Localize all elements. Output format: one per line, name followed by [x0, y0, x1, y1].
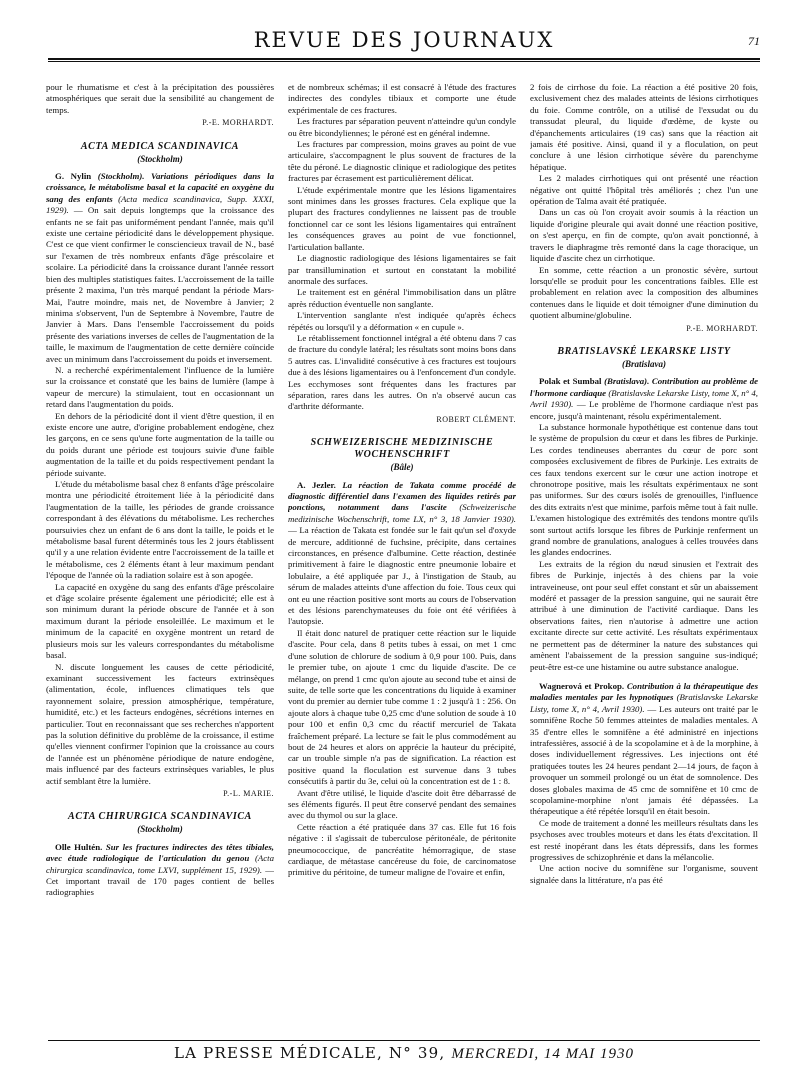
article-text: — La réaction de Takata est fondée sur le fait qu'un sel d'oxyde de mercure, additionné de fuchsine, précipite, dans certaines circonstances, en présence d'albumine. Cette réaction, destinée primitivement à faire le diagnostic entre pneumonie lobaire et lobulaire, a été appliquée par J., à l'instigation de Staub, au sérum de malades atteints d'une affection du foie. Tous ceux qui ont eu une réaction positive sont morts au cours de l'observation et des lésions parenchymateuses du foie ont été vérifiées à l'autopsie.	[288, 525, 516, 627]
article-author: A. Jezler.	[297, 479, 336, 490]
paragraph: L'étude du métabolisme basal chez 8 enfants d'âge préscolaire montra une périodicité étroitement liée à la périodicité dans l'augmentation de la taille, les périodes de grande croissance correspondant à des élévations du métabolisme. Les recherches poursuivies chez un enfant de 6 ans dont la taille, le poids et le métabolisme basal furent déterminés tous les 2 jours établissent qu'il y a une relation évidente entre l'accroissement de la taille et le métabolisme, ces 2 éléments étant à leur maximum pendant l'époque de l'année où la radiation solaire est à son apogée.	[46, 479, 274, 581]
paragraph: Les fractures par compression, moins graves au point de vue articulaire, s'accompagnent le plus souvent de fractures de la tête du péroné. Le diagnostic clinique et radiologique des petites fractures par écrasement est particulièrement délicat.	[288, 139, 516, 184]
journal-city: (Bratislava)	[622, 358, 666, 369]
journal-city: (Stockholm)	[137, 824, 183, 835]
publication-name: LA PRESSE MÉDICALE, N° 39,	[174, 1044, 446, 1062]
journal-city: (Bâle)	[390, 462, 414, 473]
paragraph: Dans un cas où l'on croyait avoir soumis à la réaction un liquide d'origine pleurale qui avait donné une réaction positive, on s'est aperçu, en fin de compte, qu'on avait ponctionné, à travers le diaphragme très remonté dans la cage thoracique, un liquide d'ascite chez un cirrhotique.	[530, 207, 758, 264]
article-author: Wagnerová et Prokop.	[539, 680, 625, 691]
article-text: — Cet important travail de 170 pages contient de belles radiographies	[46, 864, 274, 898]
article-paragraph	[46, 842, 274, 899]
paragraph: Le rétablissement fonctionnel intégral a été obtenu dans 7 cas de fracture du condyle latéral; les résultats sont moins bons dans 5 autres cas. L'invalidité consécutive à ces fractures est toujours due à des lésions ligamentaires ou à l'enfoncement d'un condyle. Les ecchymoses sont fréquentes dans les fractures par séparation, rares dans les autres. On n'a observé aucun cas d'arthrite déformante.	[288, 332, 516, 412]
article-text: — Le problème de l'hormone cardiaque n'est pas encore, jusqu'à maintenant, résolu expérimentalement.	[530, 399, 758, 421]
article-reference: (Acta medica scandinavica, Supp. XXXI, 1929).	[46, 193, 274, 216]
paragraph: Les fractures par séparation peuvent n'atteindre qu'un condyle ou être bicondyliennes; le péroné est en général indemne.	[288, 116, 516, 138]
paragraph: Il était donc naturel de pratiquer cette réaction sur le liquide d'ascite. Pour cela, dans 8 petits tubes à essai, on met 1 cmc d'une solution de chlorure de sodium à 0,9 pour 100. Puis, dans le premier tube, on ajoute 1 cmc du liquide d'ascite. De ce mélange, on prend 1 cmc qu'on ajoute au second tube et ainsi de suite, de telle sorte que les concentrations du liquide à examiner vont du premier au dernier tube comme 1 : 2 jusqu'à 1 : 256. On ajoute alors à chaque tube 0,25 cmc d'une solution de soude à 10 pour 100 et enfin 0,3 cmc du réactif mercuriel de Takata fraîchement préparé. La lecture se fait le plus commodément au bout de 24 heures et alors on apprécie la hauteur du précipité, car un trouble simple n'a pas de signification. La réaction est positive quand la floculation est survenue dans 3 tubes consécutifs à partir du 3e, celui où la concentration est de 1 : 8.	[288, 627, 516, 787]
journal-heading: ACTA CHIRURGICA SCANDINAVICA	[68, 811, 252, 823]
paragraph: Les extraits de la région du nœud sinusien et l'extrait des fibres de Purkinje, injectés à des chiens par la voie intraveineuse, ont pour seul effet constant et sûr un abaissement modéré et passager de la pression sanguine, qui ne saurait être attribué à une diminution de l'activité cardiaque. Dans les observations faites, rien n'autorise à admettre une action excitante directe sur cette activité. Les résultats expérimentaux ne permettent pas de déterminer la nature des substances qui amènent l'abaissement de la pression sanguine sus-indiqué; peut-être est-ce une histamine ou autre substance analogue.	[530, 558, 758, 672]
paragraph: Le traitement est en général l'immobilisation dans un plâtre après réduction éventuelle non sanglante.	[288, 287, 516, 309]
paragraph: Le diagnostic radiologique des lésions ligamentaires se fait par transillumination et surtout en constatant la mobilité anormale des surfaces.	[288, 253, 516, 286]
journal-heading: BRATISLAVSKÉ LEKARSKE LISTY	[557, 345, 731, 357]
article-author: Olle Hultén.	[55, 841, 103, 852]
paragraph: En somme, cette réaction a un pronostic sévère, surtout lorsqu'elle se produit pour les concentrations faibles. Elle est probablement en relation avec la composition des albumines contenues dans le liquide et doit témoigner d'une diminution du quotient albumine/globuline.	[530, 264, 758, 321]
paragraph: La capacité en oxygène du sang des enfants d'âge préscolaire et d'âge scolaire présente également une périodicité; elle est à son minimum durant la période obscure de l'année et à son maximum durant la période ensoleillée. Le maximum et le minimum de la capacité en oxygène montrent un retard de plusieurs mois sur les valeurs correspondantes du métabolisme basal.	[46, 581, 274, 661]
paragraph: 2 fois de cirrhose du foie. La réaction a été positive 20 fois, exclusivement chez des malades atteints de lésions cirrhotiques du foie. Comme contrôle, on a utilisé de l'exsudat ou du transsudat pleural, du liquide d'œdème, de kyste ou d'épanchements articulaires (19 cas) sans que la réaction ait jamais été positive. Ainsi, quand il y a floculation, on peut conclure à une lésion cirrhotique sévère du parenchyme hépatique.	[530, 82, 758, 172]
paragraph: et de nombreux schémas; il est consacré à l'étude des fractures indirectes des condyles tibiaux et comporte une étude expérimentale de ces fractures.	[288, 82, 516, 115]
paragraph: L'étude expérimentale montre que les lésions ligamentaires sont minimes dans les grosses fractures. Cela explique que la plupart des fractures condyliennes ne laissent pas de trouble fonctionnel car ce sont les lésions ligamentaires qui entraînent les conséquences graves au point de vue fonctionnel, l'articulation ballante.	[288, 184, 516, 252]
header-rule	[48, 58, 760, 60]
paragraph: En dehors de la périodicité dont il vient d'être question, il en existe encore une autre, d'origine probablement endogène, chez les garçons, en ce sens qu'une forte augmentation de la taille ou du poids durant une période est toujours suivie d'une faible augmentation de la taille et du poids respectivement pendant la période suivante.	[46, 410, 274, 478]
paragraph: Avant d'être utilisé, le liquide d'ascite doit être débarrassé de ses éléments figurés. Il peut être conservé pendant des semaines avec du thymol ou sur la glace.	[288, 787, 516, 821]
journal-heading: SCHWEIZERISCHE MEDIZINISCHE WOCHENSCHRIFT	[310, 437, 494, 461]
journal-city: (Stockholm)	[137, 153, 183, 164]
paragraph: N. discute longuement les causes de cette périodicité, examinant successivement les facteurs extrinsèques (alimentation, école, influences climatiques tels que rayonnement solaire, pression atmosphérique, température, humidité, etc.) et les facteurs endogènes, sécrétions internes en particulier. Tout en reconnaissant que ses recherches n'apportent pas la solution définitive du problème de la croissance, il estime qu'elles viennent confirmer l'opinion que la croissance au cours de l'année est un phénomène périodique de nature endogène, mais influencé par des facteurs extrinsèques variables, le plus actif semblant être la lumière.	[46, 661, 274, 786]
article-reference: (Schweizerische medizinische Wochenschrift, tome LX, n° 3, 18 Janvier 1930).	[288, 502, 516, 524]
footer-text	[48, 1044, 760, 1063]
page-header	[48, 28, 760, 64]
journal-heading: ACTA MEDICA SCANDINAVICA	[80, 140, 240, 152]
paragraph: Ce mode de traitement a donné les meilleurs résultats dans les psychoses avec troubles moteurs et dans les états d'excitation. Il est resté inopérant dans les états dépressifs, dans les formes progressives de schizophrénie et dans la mélancolie.	[530, 817, 758, 862]
signature: P.-E. MORHARDT.	[686, 323, 758, 333]
article-title: (Bratislava). Contribution au problème de l'hormone cardiaque	[530, 376, 758, 398]
article-title: (Stockholm). Variations périodiques dans la croissance, le métabolisme basal et la capacité en oxygène du sang des enfants	[46, 171, 274, 204]
column-right	[530, 82, 758, 1027]
header-rule-thin	[48, 61, 760, 62]
article-text: — On sait depuis longtemps que la croissance des enfants ne se fait pas uniformément pendant l'année, mais qu'il existe une certaine périodicité dans le développement physique. C'est ce que vient confirmer le consciencieux travail de N., basé sur l'examen de très nombreux enfants d'âge préscolaire et scolaire. La périodicité dans la croissance durant l'année ressort bien des multiples statistiques faites. L'accroissement de la taille présente 2 maxima, l'un très marqué pendant la période Mars-Mai, l'autre moindre, mais net, de Novembre à Janvier; 2 minima s'observent, l'un de Septembre à Novembre, l'autre de Janvier à Mars. Dans l'ensemble l'accroissement du poids présente des variations inverses de celles de l'augmentation de la taille, le maximum de l'augmentation de cette dernière coïncide avec un minimum dans l'accroissement du poids et inversement.	[46, 205, 274, 364]
article-reference: (Bratislavske Lekarske Listy, tome X, n° 4, Avril 1930).	[530, 387, 758, 410]
article-paragraph	[530, 681, 758, 818]
paragraph: L'intervention sanglante n'est indiquée qu'après échecs répétés ou lorsqu'il y a déformation « en cupule ».	[288, 310, 516, 332]
article-title: Sur les fractures indirectes des têtes tibiales, avec étude radiologique de l'articulation du genou	[46, 841, 274, 864]
article-text: — Les auteurs ont traité par le somnifène Roche 50 femmes atteintes de maladies mentales. A 35 d'entre elles le somnifène a été administré en injections intrafessières, associé à de la scopolamine et à de la morphine, à doses individuellement régressives. Les injections ont été pratiquées toutes les 24 heures pendant 2—14 jours, de façon à provoquer un sommeil prolongé ou un état de somnolence. Des doses globales maxima de 45 cmc de somnifène et 10 cmc de scopolamine-morphine n'ont jamais été dépassées. La thérapeutique a été répétée lorsqu'il en était besoin.	[530, 703, 758, 817]
page-number: 71	[748, 34, 760, 48]
paragraph: La substance hormonale hypothétique est contenue dans tout le système de propulsion du cœur et dans les fibres de Purkinje. Les cordes tendineuses aberrantes du cœur de porc sont composées exclusivement de fibres de Purkinje. Les extraits de ces faux tendons exercent sur le cœur une action inotrope et chronotrope positive, mais les résultats expérimentaux ne sont pas uniformes. Sur des cœurs isolés de grenouilles, l'influence des dits extraits n'est que minime, parfois même tout à fait nulle. L'examen histologique des extrémités des tendons montre qu'ils sont surtout actifs lorsque les fibres de Purkinje renferment un grand nombre de granulations, analogues à celles trouvées dans les glandes endocrines.	[530, 421, 758, 558]
article-paragraph	[46, 171, 274, 365]
paragraph: Une action nocive du somnifène sur l'organisme, souvent signalée dans la littérature, n'a pas été	[530, 863, 758, 885]
issue-date: MERCREDI, 14 MAI 1930	[451, 1046, 634, 1062]
paragraph: pour le rhumatisme et c'est à la précipitation des poussières atmosphériques que serait due la sensibilité au changement de temps.	[46, 82, 274, 115]
article-title: Contribution à la thérapeutique des maladies mentales par les hypnotiques	[530, 680, 758, 703]
signature: ROBERT CLÉMENT.	[436, 414, 516, 424]
article-paragraph	[530, 376, 758, 422]
article-author: Polak et Sumbal	[539, 376, 602, 387]
running-title: REVUE DES JOURNAUX	[253, 28, 555, 52]
article-paragraph	[288, 480, 516, 628]
column-left	[46, 82, 274, 1027]
article-title: La réaction de Takata comme procédé de diagnostic différentiel dans l'examen des liquides retirés par ponctions, notamment dans l'ascite	[288, 479, 516, 513]
paragraph: Les 2 malades cirrhotiques qui ont présenté une réaction négative ont quitté l'hôpital très améliorés ; chez l'un une opération de Talma avait été pratiquée.	[530, 173, 758, 207]
article-reference: (Acta chirurgica scandinavica, tome LXVI, supplément 15, 1929).	[46, 853, 274, 875]
page-footer	[48, 1040, 760, 1063]
signature: P.-E. MORHARDT.	[202, 118, 274, 128]
signature: P.-L. MARIE.	[223, 788, 274, 798]
article-reference: (Bratislavske Lekarske Listy, tome X, n° 4, Avril 1930).	[530, 692, 758, 714]
article-author: G. Nylin	[55, 171, 92, 182]
paragraph: N. a recherché expérimentalement l'influence de la lumière sur la croissance et constaté que les bains de lumière (lampe à vapeur de mercure) la stimulaient, tout en occasionnant un retard dans l'augmentation du poids.	[46, 364, 274, 410]
column-middle	[288, 82, 516, 1027]
footer-rule	[48, 1040, 760, 1041]
paragraph: Cette réaction a été pratiquée dans 37 cas. Elle fut 16 fois négative : il s'agissait de tuberculose péritonéale, de péritonite pneumococcique, de pancréatite hémorragique, de stase cardiaque, de métastase cancéreuse du foie, de carcinomatose primitive du péritoine, de tumeur maligne de l'ovaire et enfin,	[288, 821, 516, 878]
